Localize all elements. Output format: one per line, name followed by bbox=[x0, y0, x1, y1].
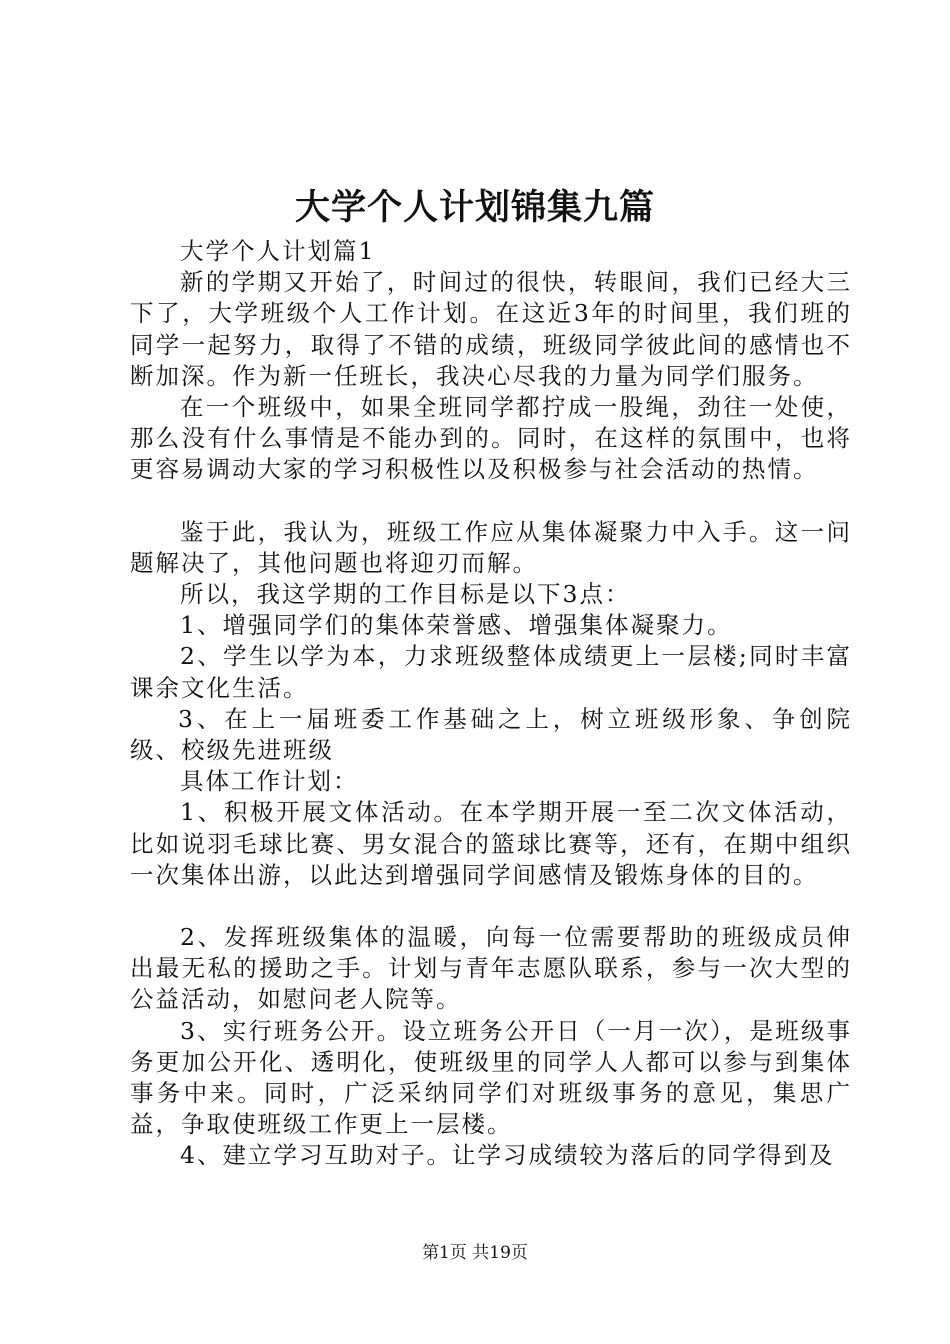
body-paragraph: 新的学期又开始了，时间过的很快，转眼间，我们已经大三下了，大学班级个人工作计划。在这近3年的时间里，我们班的同学一起努力，取得了不错的成绩，班级同学彼此间的感情也不断加深。作为新一任班长，我决心尽我的力量为同学们服务。 bbox=[130, 268, 852, 390]
subheading: 具体工作计划： bbox=[180, 767, 359, 796]
page-footer: 第1页 共19页 bbox=[422, 1243, 528, 1263]
document-body bbox=[130, 236, 852, 1172]
list-item: 3、实行班务公开。设立班务公开日（一月一次），是班级事务更加公开化、透明化，使班级里的同学人人都可以参与到集体事务中来。同时，广泛采纳同学们对班级事务的意见，集思广益，争取使班级工作更上一层楼。 bbox=[130, 1016, 852, 1139]
body-paragraph: 所以，我这学期的工作目标是以下3点： bbox=[180, 580, 631, 609]
list-item: 3、在上一届班委工作基础之上，树立班级形象、争创院级、校级先进班级 bbox=[130, 704, 852, 765]
list-item: 1、增强同学们的集体荣誉感、增强集体凝聚力。 bbox=[180, 611, 733, 640]
list-item: 2、发挥班级集体的温暖，向每一位需要帮助的班级成员伸出最无私的援助之手。计划与青年志愿队联系，参与一次大型的公益活动，如慰问老人院等。 bbox=[130, 923, 852, 1014]
body-paragraph: 在一个班级中，如果全班同学都拧成一股绳，劲往一处使，那么没有什么事情是不能办到的。同时，在这样的氛围中，也将更容易调动大家的学习积极性以及积极参与社会活动的热情。 bbox=[130, 393, 852, 484]
list-item: 1、积极开展文体活动。在本学期开展一至二次文体活动，比如说羽毛球比赛、男女混合的篮球比赛等，还有，在期中组织一次集体出游，以此达到增强同学间感情及锻炼身体的目的。 bbox=[130, 798, 852, 889]
section-heading: 大学个人计划篇1 bbox=[180, 237, 376, 265]
list-item: 2、学生以学为本，力求班级整体成绩更上一层楼;同时丰富课余文化生活。 bbox=[130, 642, 852, 702]
document-title: 大学个人计划锦集九篇 bbox=[294, 187, 655, 228]
list-item: 4、建立学习互助对子。让学习成绩较为落后的同学得到及 bbox=[180, 1141, 835, 1170]
body-paragraph: 鉴于此，我认为，班级工作应从集体凝聚力中入手。这一问题解决了，其他问题也将迎刃而解。 bbox=[130, 517, 852, 577]
